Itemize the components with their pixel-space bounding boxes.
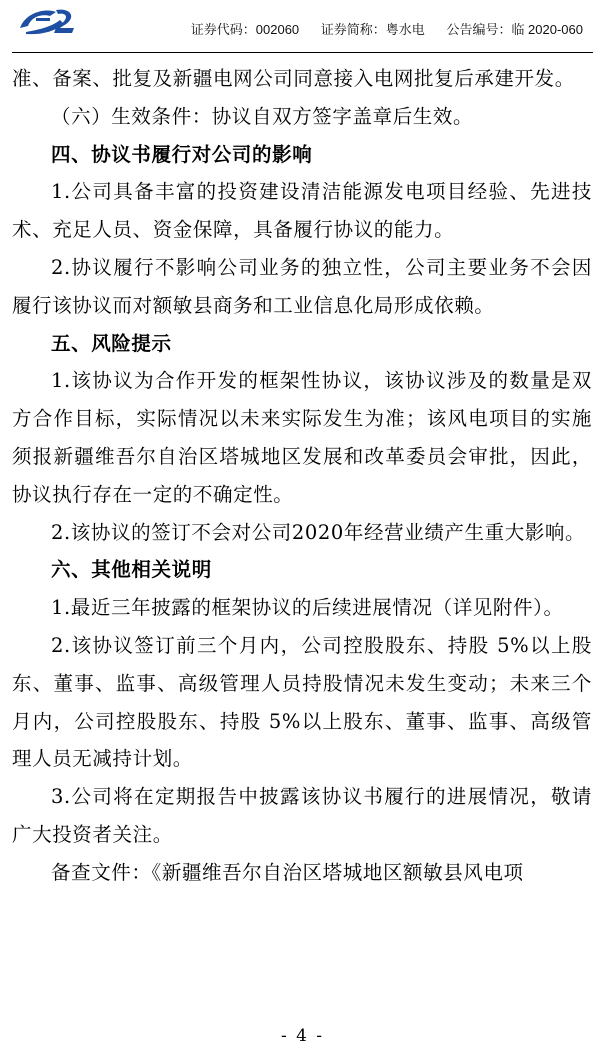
page-header <box>0 0 605 54</box>
section-4-paragraph-2: 2.协议履行不影响公司业务的独立性，公司主要业务不会因履行该协议而对额敏县商务和工业信息化局形成依赖。 <box>12 255 592 317</box>
header-divider <box>12 52 593 53</box>
section-6-paragraph-2: 2.该协议签订前三个月内，公司控股股东、持股 5%以上股东、董事、监事、高级管理人员持股情况未发生变动；未来三个月内，公司控股股东、持股 5%以上股东、董事、监事、高级管理人员无减持计划。 <box>12 633 592 771</box>
section-6-paragraph-3: 3.公司将在定期报告中披露该协议书履行的进展情况，敬请广大投资者关注。 <box>12 785 592 846</box>
section-4-heading: 四、协议书履行对公司的影响 <box>51 142 313 166</box>
section-5-paragraph-1: 1.该协议为合作开发的框架性协议，该协议涉及的数量是双方合作目标，实际情况以未来实际发生为准；该风电项目的实施须报新疆维吾尔自治区塔城地区发展和改革委员会审批，因此，协议执行存在一定的不确定性。 <box>12 369 592 506</box>
section-6-paragraph-1: 1.最近三年披露的框架协议的后续进展情况（详见附件）。 <box>51 596 564 620</box>
stock-name: 证券简称：粤水电 <box>320 22 425 37</box>
page-number: - 4 - <box>280 1026 325 1046</box>
continued-paragraph: 准、备案、批复及新疆电网公司同意接入电网批复后承建开发。 <box>12 67 575 90</box>
section-4-paragraph-1: 1.公司具备丰富的投资建设清洁能源发电项目经验、先进技术、充足人员、资金保障，具备履行协议的能力。 <box>12 180 592 242</box>
section-6-heading: 六、其他相关说明 <box>51 558 212 582</box>
clause-effective-conditions: （六）生效条件：协议自双方签字盖章后生效。 <box>51 104 474 128</box>
stock-code: 证券代码：002060 <box>190 22 300 37</box>
document-body <box>12 60 592 892</box>
company-logo-icon <box>16 6 76 36</box>
section-5-heading: 五、风险提示 <box>51 331 172 355</box>
reference-documents: 备查文件：《新疆维吾尔自治区塔城地区额敏县风电项 <box>51 860 524 884</box>
section-5-paragraph-2: 2.该协议的签订不会对公司2020年经营业绩产生重大影响。 <box>51 520 586 544</box>
announcement-number: 公告编号：临 2020-060 <box>446 22 583 37</box>
header-info <box>191 19 583 38</box>
